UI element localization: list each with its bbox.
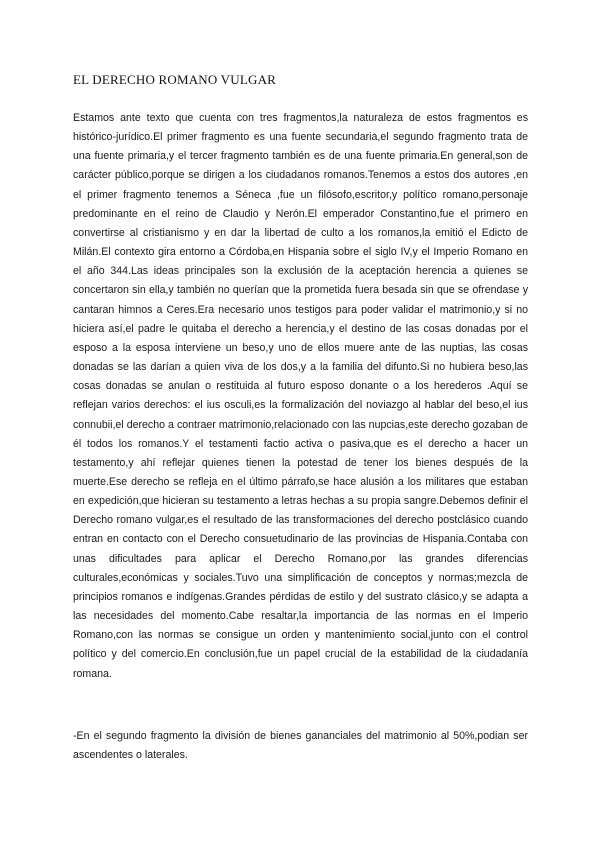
paragraph-main: Estamos ante texto que cuenta con tres fragmentos,la naturaleza de estos fragmentos es histórico-jurídico.El primer fragmento es una fuente secundaria,el segundo fragmento trata de una fuente primaria,y el tercer fragmento también es de una fuente primaria.En general,son de carácter público,porque se dirigen a los ciudadanos romanos.Tenemos a estos dos autores ,en el primer fragmento tenemos a Séneca ,fue un filósofo,escritor,y político romano,personaje predominante en el reino de Claudio y Nerón.El emperador Constantino,fue el primero en convertirse al cristianismo y en dar la libertad de culto a los romanos,la emitió el Edicto de Milán.El contexto gira entorno a Córdoba,en Hispania sobre el siglo IV,y el Imperio Romano en el año 344.Las ideas principales son la exclusión de la aceptación herencia a quienes se concertaron sin ella,y también no querían que la prometida fuera besada sin que se ofrendase y cantaran himnos a Ceres.Era necesario unos testigos para poder validar el matrimonio,y si no hiciera así,el padre le quitaba el derecho a herencia,y el destino de las cosas donadas por el esposo a la esposa interviene un beso,y uno de ellos muere ante de las nuptias, las cosas donadas se las darían a quien viva de los dos,y a la familia del difunto.Si no hubiera beso,las cosas donadas se anulan o restituida al futuro esposo donante o a los herederos .Aquí se reflejan varios derechos: el ius osculi,es la formalización del noviazgo al hablar del beso,el ius connubii,el derecho a contraer matrimonio,relacionado con las nupcias,este derecho gozaban de él todos los romanos.Y el testamenti factio activa o pasiva,que es el derecho a hacer un testamento,y ahí reflejar quienes tienen la potestad de tener los bienes después de la muerte.Ese derecho se refleja en el último párrafo,se hace alusión a los militares que estaban en expedición,que hicieran su testamento a letras hechas a su propia sangre.Debemos definir el Derecho romano vulgar,es el resultado de las transformaciones del derecho postclásico cuando entran en contacto con el Derecho consuetudinario de las provincias de Hispania.Contaba con unas dificultades para aplicar el Derecho Romano,por las grandes diferencias culturales,económicas y sociales.Tuvo una simplificación de conceptos y normas;mezcla de principios romanos e indígenas.Grandes pérdidas de estilo y del sustrato clásico,y se adapta a las necesidades del momento.Cabe resaltar,la importancia de las normas en el Imperio Romano,con las normas se consigue un orden y mantenimiento social,junto con el control político y del comercio.En conclusión,fue un papel crucial de la estabilidad de la ciudadanía romana. (73, 112, 528, 680)
document-title: EL DERECHO ROMANO VULGAR (73, 72, 277, 87)
paragraph-second-fragment: -En el segundo fragmento la división de bienes gananciales del matrimonio al 50%,podian ser ascendentes o laterales. (73, 730, 528, 762)
